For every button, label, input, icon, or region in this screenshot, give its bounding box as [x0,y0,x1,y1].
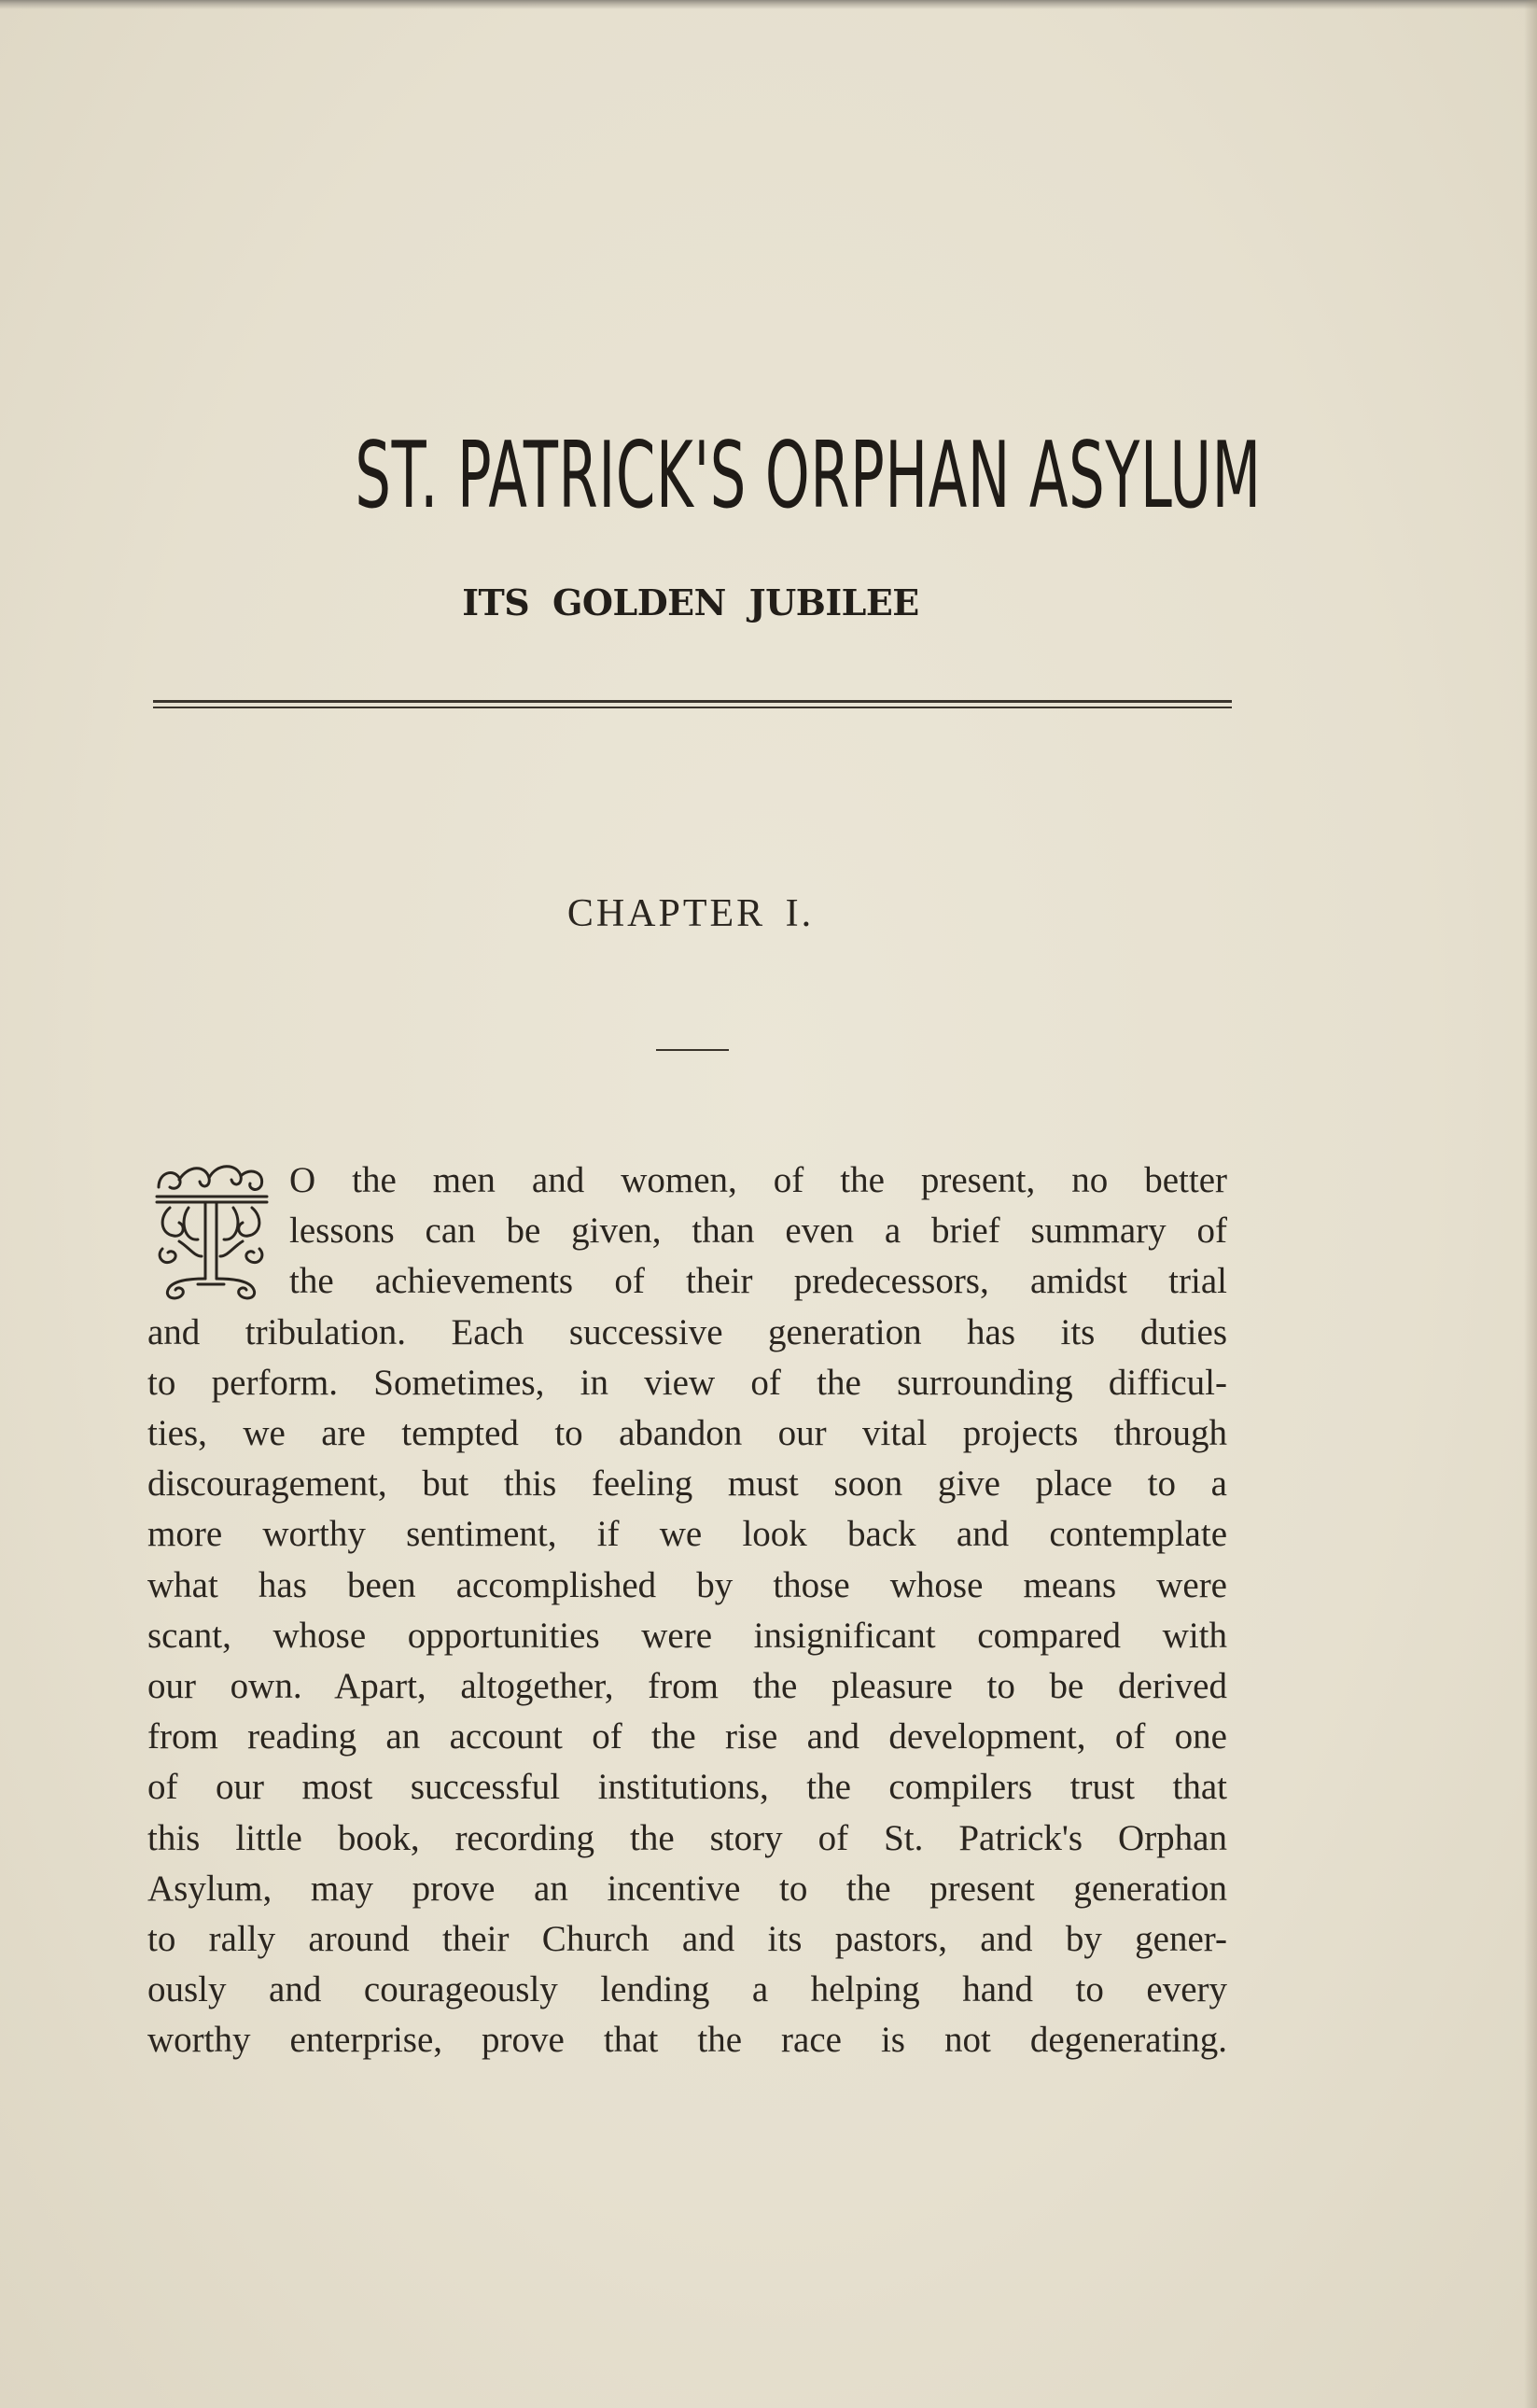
double-rule-divider [153,700,1232,708]
body-line: ously and courageously lending a helping hand to every [147,1969,1227,2010]
body-line: to rally around their Church and its pastors, and by gener- [147,1919,1227,1960]
body-line: and tribulation. Each successive generation has its duties [147,1311,1227,1352]
body-line: of our most successful institutions, the compilers trust that [147,1767,1227,1808]
first-line-text: O the men and women, of the present, no better [289,1160,1227,1200]
body-line: from reading an account of the rise and development, of one [147,1716,1227,1757]
page-top-edge [0,0,1537,9]
body-line: lessons can be given, than even a brief summary of [289,1211,1227,1252]
document-title: ST. PATRICK'S ORPHAN ASYLUM [355,423,1262,529]
body-line: worthy enterprise, prove that the race is not degenerating. [147,2020,1227,2061]
body-line: more worthy sentiment, if we look back and contemplate [147,1514,1227,1555]
body-line: ties, we are tempted to abandon our vital projects through [147,1413,1227,1454]
chapter-heading: CHAPTER I. [566,892,815,935]
body-line: discouragement, but this feeling must soon give place to a [147,1463,1227,1505]
body-line: what has been accomplished by those whose means were [147,1564,1227,1605]
body-line: to perform. Sometimes, in view of the surrounding difficul- [147,1362,1227,1403]
body-line: our own. Apart, altogether, from the pleasure to be derived [147,1666,1227,1707]
body-line: this little book, recording the story of St. Patrick's Orphan [147,1817,1227,1858]
chapter-rule [656,1049,729,1051]
body-line: scant, whose opportunities were insignificant compared with [147,1615,1227,1656]
chapter-body [147,1155,1227,2066]
page-right-edge [1524,0,1537,2408]
document-subtitle: ITS GOLDEN JUBILEE [462,581,919,623]
body-line: Asylum, may prove an incentive to the present generation [147,1868,1227,1909]
ornamental-initial-t-icon [151,1159,272,1303]
body-line: the achievements of their predecessors, amidst trial [289,1261,1227,1302]
